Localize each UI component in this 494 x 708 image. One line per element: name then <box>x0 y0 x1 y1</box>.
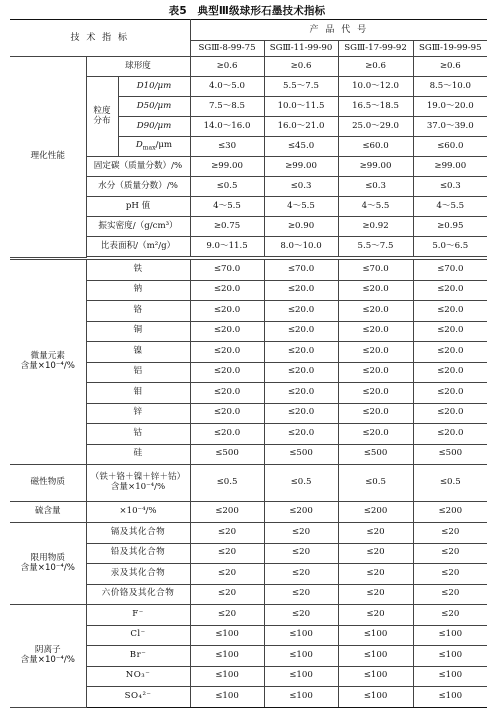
item-label: pH 值 <box>86 197 190 217</box>
code-4: SGⅢ-19-99-95 <box>413 41 487 57</box>
value-cell: ≤20.0 <box>338 424 413 445</box>
value-cell: 4.0～5.0 <box>190 77 264 97</box>
value-cell: 4～5.5 <box>338 197 413 217</box>
value-cell: ≤0.5 <box>413 465 487 502</box>
value-cell: ≤200 <box>413 502 487 523</box>
item-label: 锌 <box>86 403 190 424</box>
value-cell: ≤200 <box>190 502 264 523</box>
code-1: SGⅢ-8-99-75 <box>190 41 264 57</box>
value-cell: ≤20.0 <box>413 321 487 342</box>
value-cell: ≤20 <box>338 605 413 626</box>
value-cell: ≤500 <box>264 444 338 465</box>
table-row <box>10 260 487 281</box>
value-cell: ≤100 <box>338 666 413 687</box>
value-cell: ≤100 <box>264 646 338 667</box>
value-cell: 16.0～21.0 <box>264 117 338 137</box>
value-cell: ≤20.0 <box>190 403 264 424</box>
value-cell: ≤100 <box>413 666 487 687</box>
value-cell: ≤20 <box>264 523 338 544</box>
item-label: 铝 <box>86 362 190 383</box>
value-cell: ≤20.0 <box>190 321 264 342</box>
value-cell: ≤20.0 <box>413 280 487 301</box>
item-label <box>118 137 190 157</box>
value-cell: ≤20.0 <box>338 280 413 301</box>
value-cell: ≥99.00 <box>190 157 264 177</box>
value-cell: ≤20.0 <box>413 424 487 445</box>
value-cell: ≤20 <box>413 543 487 564</box>
value-cell: ≤20 <box>338 523 413 544</box>
value-cell: ≤20.0 <box>338 301 413 322</box>
restricted-section <box>10 523 487 605</box>
value-cell: ≤20 <box>338 584 413 605</box>
value-cell: ≤20 <box>264 605 338 626</box>
value-cell: ≤20.0 <box>413 383 487 404</box>
value-cell: ≤20 <box>338 564 413 585</box>
item-label: 铁 <box>86 260 190 281</box>
value-cell: ≤0.5 <box>264 465 338 502</box>
magnetic-label-line1: （铁＋铬＋镍＋锌＋钴） <box>90 472 186 483</box>
value-cell: ≤70.0 <box>338 260 413 281</box>
value-cell: ≤100 <box>338 646 413 667</box>
value-cell: ≤20 <box>264 564 338 585</box>
value-cell: ≤500 <box>413 444 487 465</box>
value-cell: 10.0～12.0 <box>338 77 413 97</box>
value-cell: ≤20.0 <box>264 301 338 322</box>
item-label: 六价铬及其化合物 <box>86 584 190 605</box>
item-label: 振实密度/（g/cm³） <box>86 217 190 237</box>
value-cell: ≥99.00 <box>338 157 413 177</box>
value-cell: ≤20.0 <box>413 403 487 424</box>
value-cell: ≤20.0 <box>413 342 487 363</box>
value-cell: ≤20.0 <box>190 301 264 322</box>
value-cell: ≥0.95 <box>413 217 487 237</box>
item-label: 固定碳（质量分数）/% <box>86 157 190 177</box>
item-label: Cl⁻ <box>86 625 190 646</box>
value-cell: ≤100 <box>413 646 487 667</box>
value-cell: ≤20.0 <box>264 383 338 404</box>
psd-label-line2: 分布 <box>93 115 111 126</box>
table-row <box>10 523 487 544</box>
value-cell: 5.5～7.5 <box>264 77 338 97</box>
item-label: 水分（质量分数）/% <box>86 177 190 197</box>
category-line1: 阴离子 <box>34 644 61 655</box>
value-cell: 5.0～6.5 <box>413 237 487 257</box>
value-cell: ≤100 <box>413 625 487 646</box>
psd-label <box>86 77 118 157</box>
value-cell: ≤70.0 <box>190 260 264 281</box>
index-header: 技 术 指 标 <box>10 20 190 57</box>
magnetic-label <box>86 465 190 502</box>
value-cell: ≤20 <box>338 543 413 564</box>
value-cell: ≤100 <box>190 666 264 687</box>
value-cell: ≥0.6 <box>190 57 264 77</box>
value-cell: ≤0.5 <box>338 465 413 502</box>
category-line1: 限用物质 <box>30 552 65 563</box>
value-cell: ≤100 <box>264 666 338 687</box>
category-magnetic: 磁性物质 <box>10 465 86 502</box>
value-cell: ≤20 <box>413 584 487 605</box>
value-cell: 10.0～11.5 <box>264 97 338 117</box>
item-label: 铜 <box>86 321 190 342</box>
value-cell: ≥0.92 <box>338 217 413 237</box>
magnetic-section <box>10 465 487 523</box>
value-cell: ≤20.0 <box>190 362 264 383</box>
item-label: 铅及其化合物 <box>86 543 190 564</box>
value-cell: ≤20.0 <box>264 321 338 342</box>
value-cell: ≤20 <box>190 543 264 564</box>
dmax-main: D <box>135 139 143 150</box>
item-label: 球形度 <box>86 57 190 77</box>
value-cell: ≤20.0 <box>190 342 264 363</box>
value-cell: ≥0.90 <box>264 217 338 237</box>
value-cell: ≤70.0 <box>413 260 487 281</box>
value-cell: ≤20 <box>190 605 264 626</box>
value-cell: ≤0.5 <box>190 465 264 502</box>
value-cell: ≤20 <box>190 584 264 605</box>
value-cell: ≤20 <box>190 523 264 544</box>
item-label: 钴 <box>86 424 190 445</box>
category-line1: 微量元素 <box>30 351 65 362</box>
item-label: 铬 <box>86 301 190 322</box>
value-cell: ≤20 <box>413 605 487 626</box>
anion-section <box>10 605 487 708</box>
value-cell: ≤500 <box>190 444 264 465</box>
value-cell: 4～5.5 <box>413 197 487 217</box>
item-label: D50/μm <box>118 97 190 117</box>
value-cell: ≤20 <box>413 523 487 544</box>
category-line2: 含量×10⁻⁴/% <box>20 562 75 573</box>
value-cell: ≤20 <box>190 564 264 585</box>
value-cell: ≤60.0 <box>413 137 487 157</box>
dmax-tail: /μm <box>155 139 173 150</box>
value-cell: ≤20.0 <box>264 342 338 363</box>
value-cell: 25.0～29.0 <box>338 117 413 137</box>
table-row <box>10 605 487 626</box>
category-line2: 含量×10⁻⁴/% <box>20 361 75 371</box>
value-cell: ≤20 <box>264 584 338 605</box>
value-cell: ≤0.3 <box>413 177 487 197</box>
item-label: 镍 <box>86 342 190 363</box>
value-cell: ≤0.5 <box>190 177 264 197</box>
value-cell: ≤200 <box>338 502 413 523</box>
item-label: F⁻ <box>86 605 190 626</box>
dmax-sub: max <box>142 144 156 152</box>
item-label: SO₄²⁻ <box>86 687 190 708</box>
value-cell: 5.5～7.5 <box>338 237 413 257</box>
value-cell: ≤0.3 <box>264 177 338 197</box>
value-cell: 14.0～16.0 <box>190 117 264 137</box>
value-cell: ≤20.0 <box>413 362 487 383</box>
value-cell: ≤100 <box>264 687 338 708</box>
value-cell: 8.0～10.0 <box>264 237 338 257</box>
value-cell: 4～5.5 <box>190 197 264 217</box>
category-phys: 理化性能 <box>10 57 86 258</box>
row-magnetic <box>10 465 487 502</box>
value-cell: ≤100 <box>413 687 487 708</box>
value-cell: ≤45.0 <box>264 137 338 157</box>
item-label: 镉及其化合物 <box>86 523 190 544</box>
value-cell: ≤20.0 <box>338 383 413 404</box>
value-cell: ≥99.00 <box>413 157 487 177</box>
category-restricted <box>10 523 86 605</box>
category-anions <box>10 605 86 708</box>
value-cell: 9.0～11.5 <box>190 237 264 257</box>
value-cell: 7.5～8.5 <box>190 97 264 117</box>
row-sphericity <box>10 57 487 77</box>
trace-section <box>10 260 487 465</box>
code-2: SGⅢ-11-99-90 <box>264 41 338 57</box>
item-label: 钼 <box>86 383 190 404</box>
value-cell: ≤200 <box>264 502 338 523</box>
value-cell: ≤30 <box>190 137 264 157</box>
category-line2: 含量×10⁻⁴/% <box>20 654 75 665</box>
value-cell: ≥0.6 <box>264 57 338 77</box>
code-3: SGⅢ-17-99-92 <box>338 41 413 57</box>
value-cell: 37.0～39.0 <box>413 117 487 137</box>
value-cell: ≤500 <box>338 444 413 465</box>
value-cell: ≥0.75 <box>190 217 264 237</box>
item-label: 硅 <box>86 444 190 465</box>
value-cell: ≥99.00 <box>264 157 338 177</box>
value-cell: 19.0～20.0 <box>413 97 487 117</box>
item-label: NO₃⁻ <box>86 666 190 687</box>
spec-table-lower <box>10 259 487 708</box>
value-cell: ≤20 <box>264 543 338 564</box>
value-cell: ≤100 <box>190 625 264 646</box>
value-cell: ≤20.0 <box>190 280 264 301</box>
value-cell: ≤20.0 <box>190 424 264 445</box>
row-sulfur <box>10 502 487 523</box>
value-cell: ≥0.6 <box>413 57 487 77</box>
item-label: 汞及其化合物 <box>86 564 190 585</box>
value-cell: ≤100 <box>338 625 413 646</box>
value-cell: ≤20.0 <box>190 383 264 404</box>
category-sulfur: 硫含量 <box>10 502 86 523</box>
item-label: D90/μm <box>118 117 190 137</box>
psd-label-line1: 粒度 <box>93 105 111 116</box>
value-cell: ≤20.0 <box>264 403 338 424</box>
value-cell: ≤0.3 <box>338 177 413 197</box>
value-cell: ≤60.0 <box>338 137 413 157</box>
table-title: 表5 典型Ⅲ级球形石墨技术指标 <box>168 5 326 17</box>
item-label: Br⁻ <box>86 646 190 667</box>
value-cell: ≥0.6 <box>338 57 413 77</box>
value-cell: ≤20.0 <box>264 424 338 445</box>
item-label: 钠 <box>86 280 190 301</box>
magnetic-label-line2: 含量×10⁻⁴/% <box>110 482 166 492</box>
value-cell: ≤20.0 <box>338 403 413 424</box>
value-cell: ≤100 <box>338 687 413 708</box>
header-row-1 <box>10 20 487 41</box>
value-cell: ≤20.0 <box>338 342 413 363</box>
value-cell: ≤20 <box>413 564 487 585</box>
value-cell: 4～5.5 <box>264 197 338 217</box>
value-cell: 16.5～18.5 <box>338 97 413 117</box>
value-cell: 8.5～10.0 <box>413 77 487 97</box>
value-cell: ≤20.0 <box>264 280 338 301</box>
category-trace <box>10 260 86 465</box>
value-cell: ≤100 <box>190 646 264 667</box>
item-label: 比表面积/（m²/g） <box>86 237 190 257</box>
spec-table <box>10 19 487 258</box>
value-cell: ≤20.0 <box>338 321 413 342</box>
value-cell: ≤20.0 <box>264 362 338 383</box>
value-cell: ≤20.0 <box>413 301 487 322</box>
value-cell: ≤70.0 <box>264 260 338 281</box>
value-cell: ≤100 <box>190 687 264 708</box>
code-header: 产 品 代 号 <box>190 20 487 41</box>
value-cell: ≤20.0 <box>338 362 413 383</box>
item-label: D10/μm <box>118 77 190 97</box>
sulfur-label: ×10⁻⁴/% <box>86 502 190 523</box>
value-cell: ≤100 <box>264 625 338 646</box>
